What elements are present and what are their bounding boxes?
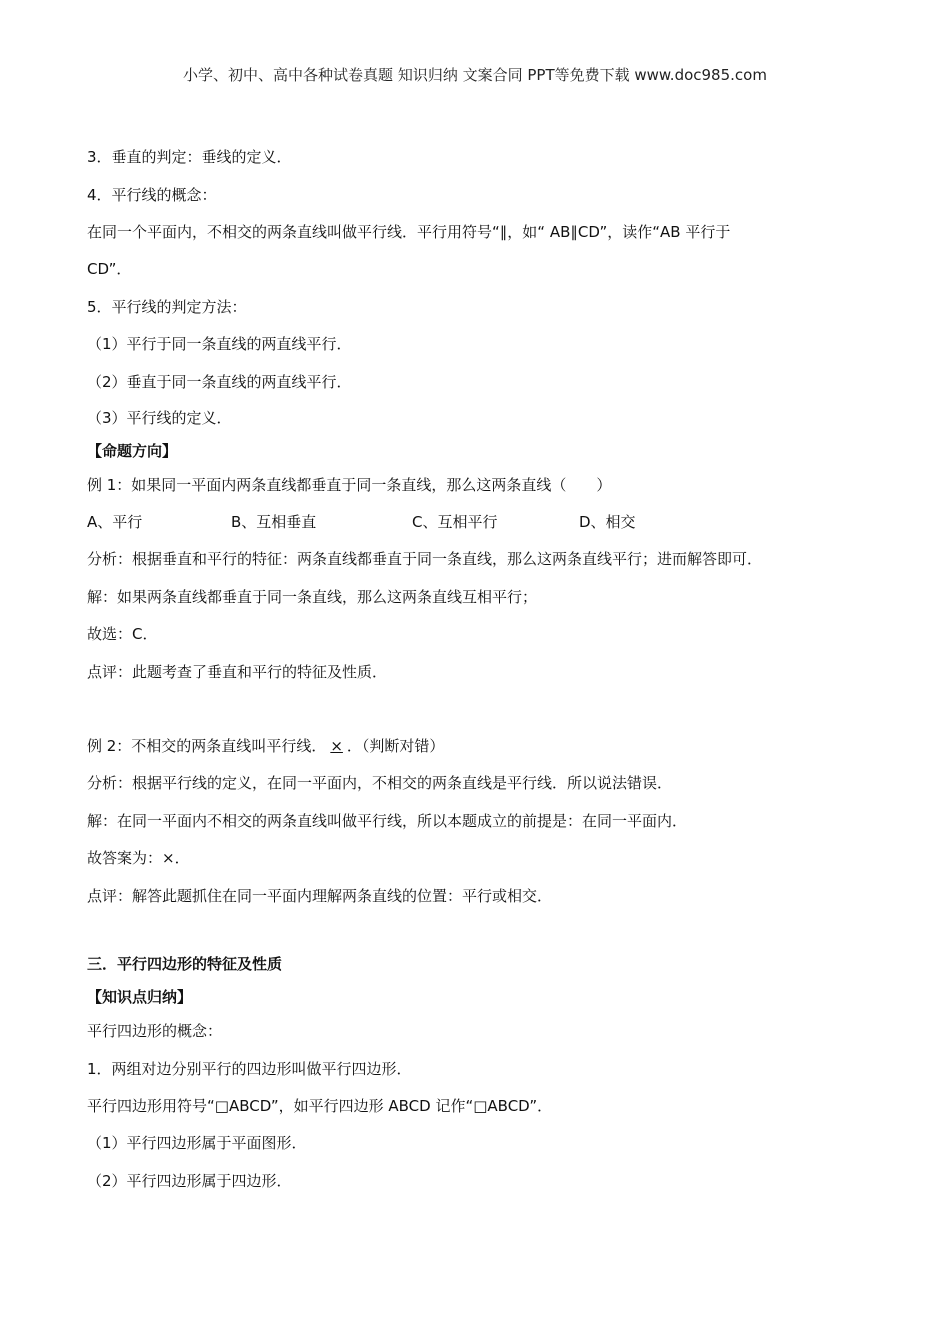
text-line: 点评：解答此题抓住在同一平面内理解两条直线的位置：平行或相交． [87, 887, 553, 905]
question-text [87, 735, 444, 757]
text-line: （3）平行线的定义． [87, 409, 232, 427]
text-line: 1．两组对边分别平行的四边形叫做平行四边形． [87, 1060, 412, 1078]
text-line: 故答案为：×． [87, 849, 190, 867]
text-line: 分析：根据垂直和平行的特征：两条直线都垂直于同一条直线，那么这两条直线平行；进而解答即可． [87, 550, 763, 568]
option-c: C、互相平行 [412, 513, 498, 531]
text-line: 3．垂直的判定：垂线的定义． [87, 148, 292, 166]
text-line: 4．平行线的概念： [87, 186, 217, 204]
text-line: 5．平行线的判定方法： [87, 298, 247, 316]
page-header: 小学、初中、高中各种试卷真题 知识归纳 文案合同 PPT等免费下载 www.doc985.com [183, 66, 767, 84]
option-b: B、互相垂直 [231, 513, 317, 531]
text-line: （1）平行于同一条直线的两直线平行． [87, 335, 352, 353]
text-line: 故选：C． [87, 625, 158, 643]
text-line: 分析：根据平行线的定义，在同一平面内，不相交的两条直线是平行线．所以说法错误． [87, 774, 673, 792]
question-suffix: ．（判断对错） [346, 737, 445, 755]
section-heading: 【命题方向】 [87, 442, 178, 460]
text-line: 在同一个平面内，不相交的两条直线叫做平行线．平行用符号“∥，如“ AB∥CD”，读作“AB 平行于 [87, 223, 731, 241]
section-heading: 【知识点归纳】 [87, 988, 193, 1006]
text-line: CD”． [87, 260, 132, 278]
text-line: （2）垂直于同一条直线的两直线平行． [87, 373, 352, 391]
option-a: A、平行 [87, 513, 143, 531]
text-line: 解：如果两条直线都垂直于同一条直线，那么这两条直线互相平行； [87, 588, 538, 606]
text-line: 点评：此题考查了垂直和平行的特征及性质． [87, 663, 388, 681]
question-stem: 例 2：不相交的两条直线叫平行线． [87, 737, 327, 755]
text-line: （1）平行四边形属于平面图形． [87, 1134, 307, 1152]
question-text: 例 1：如果同一平面内两条直线都垂直于同一条直线，那么这两条直线（ ） [87, 476, 612, 494]
text-line: （2）平行四边形属于四边形． [87, 1172, 292, 1190]
option-d: D、相交 [579, 513, 636, 531]
text-line: 平行四边形的概念： [87, 1022, 223, 1040]
options-row [87, 511, 877, 533]
text-line: 解：在同一平面内不相交的两条直线叫做平行线，所以本题成立的前提是：在同一平面内． [87, 812, 688, 830]
section-heading: 三．平行四边形的特征及性质 [87, 955, 283, 973]
text-line: 平行四边形用符号“□ABCD”，如平行四边形 ABCD 记作“□ABCD”． [87, 1097, 553, 1115]
answer-blank: × [330, 737, 343, 755]
